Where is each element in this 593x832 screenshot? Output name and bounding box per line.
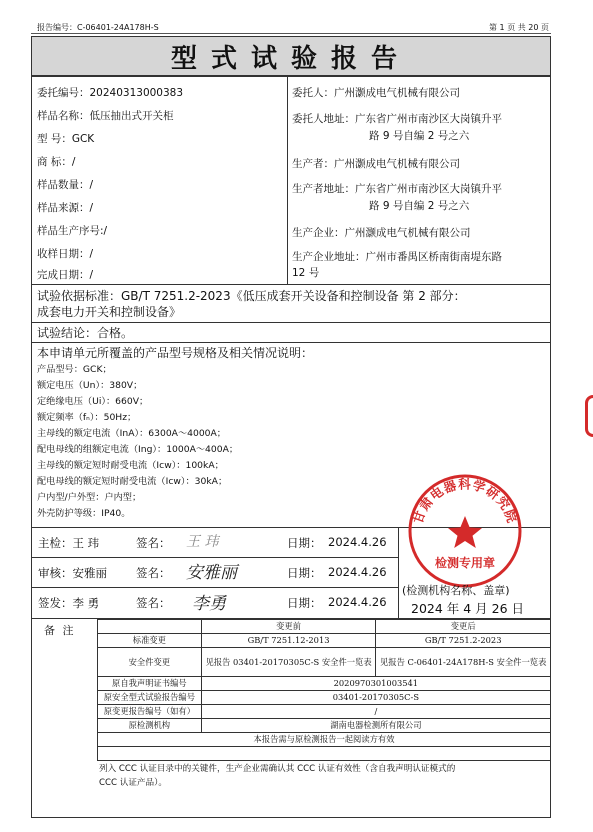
spec-line: 额定频率（fₙ）：50Hz； bbox=[37, 412, 137, 423]
info-left-row: 样品来源：/ bbox=[37, 202, 94, 214]
table-row: 原变更报告编号（如有） / bbox=[98, 705, 551, 719]
svg-text:检测专用章: 检测专用章 bbox=[434, 556, 496, 570]
info-left-row: 样品数量：/ bbox=[37, 179, 94, 191]
table-row: 安全件变更 见报告 03401-20170305C-S 安全件一览表 见报告 C-06401-24A178H-S 安全件一览表 bbox=[98, 648, 551, 677]
producer: 生产者：广州灏成电气机械有限公司 bbox=[292, 158, 460, 170]
spec-line: 额定电压（Un）：380V； bbox=[37, 380, 143, 391]
spec-line: 主母线的额定电流（InA）：6300A～4000A； bbox=[37, 428, 226, 439]
handwritten-signature: 王 玮 bbox=[186, 534, 219, 550]
spec-line: 配电母线的额定短时耐受电流（Icw）：30kA； bbox=[37, 476, 228, 487]
info-left-row: 商 标：/ bbox=[37, 156, 76, 168]
handwritten-signature: 李勇 bbox=[192, 594, 226, 614]
spec-line: 户内型/户外型：户内型； bbox=[37, 492, 142, 503]
spec-line: 主母线的额定短时耐受电流（Icw）：100kA； bbox=[37, 460, 224, 471]
table-row: 变更前 变更后 bbox=[98, 620, 551, 634]
info-left-row: 样品名称：低压抽出式开关柜 bbox=[37, 110, 174, 122]
factory-address-cont: 12 号 bbox=[292, 267, 320, 279]
change-table bbox=[97, 619, 551, 747]
client: 委托人：广州灏成电气机械有限公司 bbox=[292, 87, 460, 99]
client-address: 委托人地址：广东省广州市南沙区大岗镇升平 bbox=[292, 113, 502, 125]
table-row: 原自我声明证书编号 2020970301003541 bbox=[98, 677, 551, 691]
info-left-row: 样品生产序号:/ bbox=[37, 225, 108, 237]
page-counter: 第 1 页 共 20 页 bbox=[489, 23, 549, 32]
producer-address-cont: 路 9 号自编 2 号之六 bbox=[369, 200, 470, 212]
producer-address: 生产者地址：广东省广州市南沙区大岗镇升平 bbox=[292, 183, 502, 195]
spec-line: 产品型号：GCK； bbox=[37, 364, 112, 375]
remarks-note-cont: CCC 认证产品）。 bbox=[99, 778, 167, 788]
test-conclusion: 试验结论：合格。 bbox=[37, 326, 134, 340]
test-basis-cont: 成套电力开关和控制设备》 bbox=[37, 305, 182, 319]
svg-text:甘肃电器科学研究院: 甘肃电器科学研究院 bbox=[409, 476, 521, 526]
spec-line: 定绝缘电压（Ui）：660V； bbox=[37, 396, 149, 407]
table-row: 标准变更 GB/T 7251.12-2013 GB/T 7251.2-2023 bbox=[98, 634, 551, 648]
table-row: 原检测机构 湖南电器检测所有限公司 bbox=[98, 719, 551, 733]
report-title: 型式试验报告 bbox=[170, 43, 411, 74]
remarks-label: 备 注 bbox=[44, 624, 76, 637]
remarks-note: 列入 CCC 认证目录中的关键件，生产企业需确认其 CCC 认证有效性（含自我声明认证模式的 bbox=[99, 764, 456, 774]
spec-line: 配电母线的组额定电流（Ing）：1000A～400A； bbox=[37, 444, 239, 455]
client-address-cont: 路 9 号自编 2 号之六 bbox=[369, 130, 470, 142]
partial-seal-edge bbox=[585, 395, 593, 437]
official-seal bbox=[406, 472, 524, 590]
info-left-row: 委托编号：20240313000383 bbox=[37, 87, 184, 99]
report-title-bar bbox=[31, 36, 551, 76]
factory: 生产企业：广州灏成电气机械有限公司 bbox=[292, 227, 471, 239]
info-left-row: 收样日期：/ bbox=[37, 248, 94, 260]
spec-title: 本申请单元所覆盖的产品型号规格及相关情况说明： bbox=[37, 346, 314, 360]
stamp-caption: (检测机构名称、盖章) bbox=[402, 584, 510, 597]
spec-line: 外壳防护等级：IP40。 bbox=[37, 508, 131, 519]
report-number: 报告编号：C-06401-24A178H-S bbox=[37, 23, 159, 32]
info-left-row: 完成日期：/ bbox=[37, 269, 94, 281]
table-row: 原安全型式试验报告编号 03401-20170305C-S bbox=[98, 691, 551, 705]
factory-address: 生产企业地址：广州市番禺区桥南街南堤东路 bbox=[292, 251, 502, 263]
test-basis: 试验依据标准：GB/T 7251.2-2023《低压成套开关设备和控制设备 第 2 部分： bbox=[37, 289, 466, 303]
stamp-date: 2024 年 4 月 26 日 bbox=[411, 601, 525, 616]
handwritten-signature: 安雅丽 bbox=[186, 563, 237, 583]
table-row: 本报告需与原检测报告一起阅读方有效 bbox=[98, 733, 551, 747]
info-left-row: 型 号：GCK bbox=[37, 133, 95, 145]
